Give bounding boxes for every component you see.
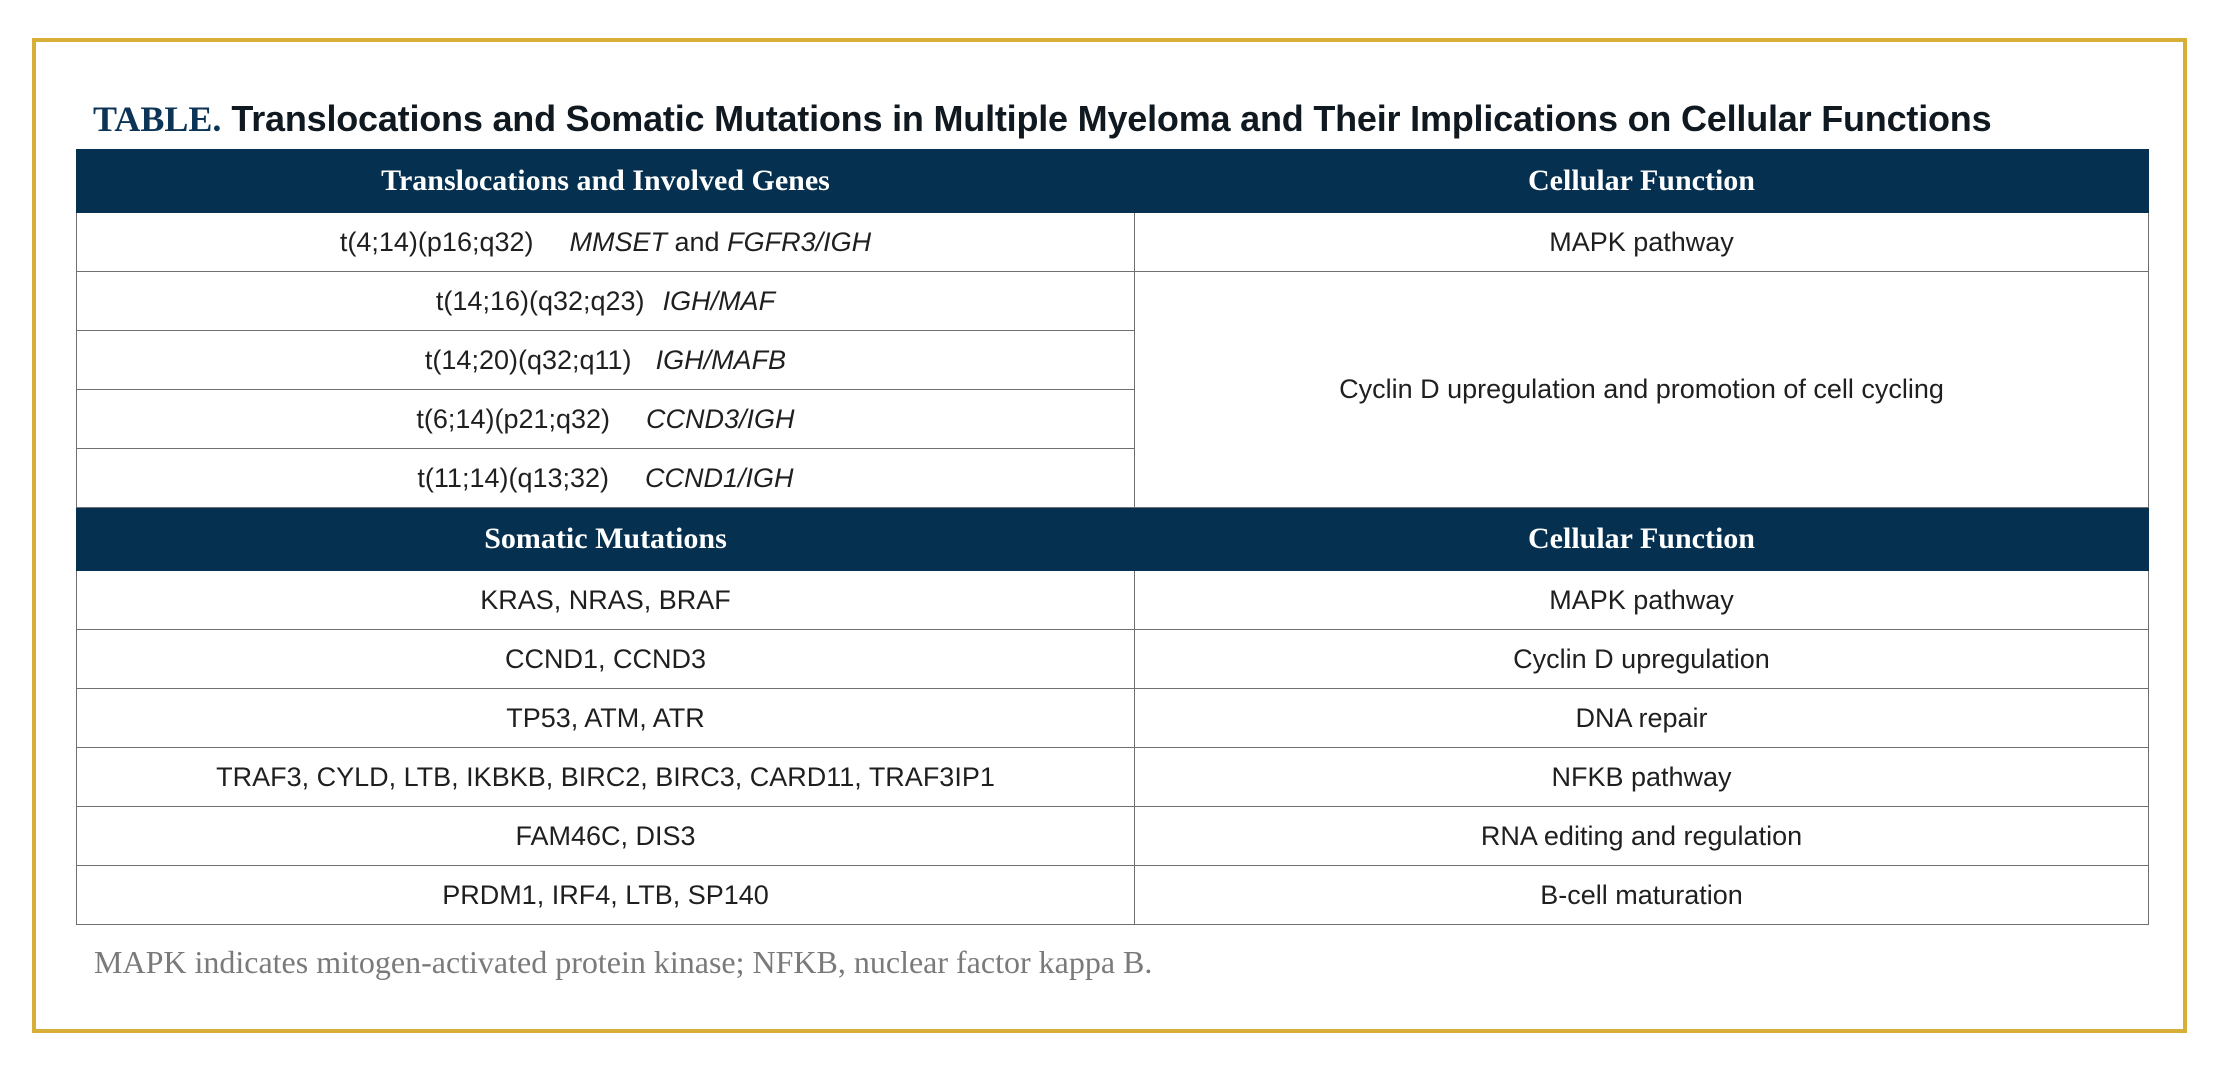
gene-name: MMSET	[569, 226, 668, 257]
table-title	[93, 96, 1991, 142]
table-row	[77, 630, 2149, 689]
gene-name: CCND3/IGH	[646, 403, 795, 434]
gene-name: IGH/MAF	[662, 285, 776, 316]
gene-name: IGH/MAFB	[655, 344, 787, 375]
mutation-cell: PRDM1, IRF4, LTB, SP140	[77, 866, 1135, 925]
header-somatic-mutations: Somatic Mutations	[77, 508, 1135, 571]
translocation-code: t(14;16)(q32;q23)	[435, 285, 645, 316]
gene-joiner: and	[667, 226, 728, 257]
table-row	[77, 272, 2149, 331]
table-title-lead: TABLE.	[93, 99, 222, 139]
translocation-cell	[77, 390, 1135, 449]
gene-name: CCND1/IGH	[645, 462, 794, 493]
header-cellular-function: Cellular Function	[1135, 150, 2149, 213]
myeloma-table	[76, 149, 2149, 925]
translocation-cell	[77, 331, 1135, 390]
function-cell: NFKB pathway	[1135, 748, 2149, 807]
translocation-cell	[77, 213, 1135, 272]
mutation-cell: KRAS, NRAS, BRAF	[77, 571, 1135, 630]
table-row	[77, 866, 2149, 925]
function-cell: MAPK pathway	[1135, 213, 2149, 272]
function-cell: MAPK pathway	[1135, 571, 2149, 630]
gene-name: FGFR3/IGH	[727, 226, 872, 257]
mutation-cell: TRAF3, CYLD, LTB, IKBKB, BIRC2, BIRC3, CARD11, TRAF3IP1	[77, 748, 1135, 807]
mutation-cell: TP53, ATM, ATR	[77, 689, 1135, 748]
section1-header-row	[77, 150, 2149, 213]
table-footnote: MAPK indicates mitogen-activated protein kinase; NFKB, nuclear factor kappa B.	[94, 944, 1153, 980]
function-cell: DNA repair	[1135, 689, 2149, 748]
translocation-cell	[77, 449, 1135, 508]
translocation-cell	[77, 272, 1135, 331]
function-cell: B-cell maturation	[1135, 866, 2149, 925]
section2-header-row	[77, 508, 2149, 571]
mutation-cell: FAM46C, DIS3	[77, 807, 1135, 866]
table-row	[77, 213, 2149, 272]
function-cell: Cyclin D upregulation and promotion of cell cycling	[1135, 272, 2149, 508]
function-cell: Cyclin D upregulation	[1135, 630, 2149, 689]
function-cell: RNA editing and regulation	[1135, 807, 2149, 866]
table-row	[77, 748, 2149, 807]
translocation-code: t(14;20)(q32;q11)	[424, 344, 632, 375]
header-cellular-function: Cellular Function	[1135, 508, 2149, 571]
translocation-code: t(4;14)(p16;q32)	[339, 226, 534, 257]
table-title-text: Translocations and Somatic Mutations in Multiple Myeloma and Their Implications on Cellular Functions	[231, 98, 1992, 139]
translocation-code: t(6;14)(p21;q32)	[416, 403, 611, 434]
table-row	[77, 689, 2149, 748]
table-row	[77, 571, 2149, 630]
translocation-code: t(11;14)(q13;32)	[417, 462, 610, 493]
mutation-cell: CCND1, CCND3	[77, 630, 1135, 689]
header-translocations: Translocations and Involved Genes	[77, 150, 1135, 213]
table-row	[77, 807, 2149, 866]
